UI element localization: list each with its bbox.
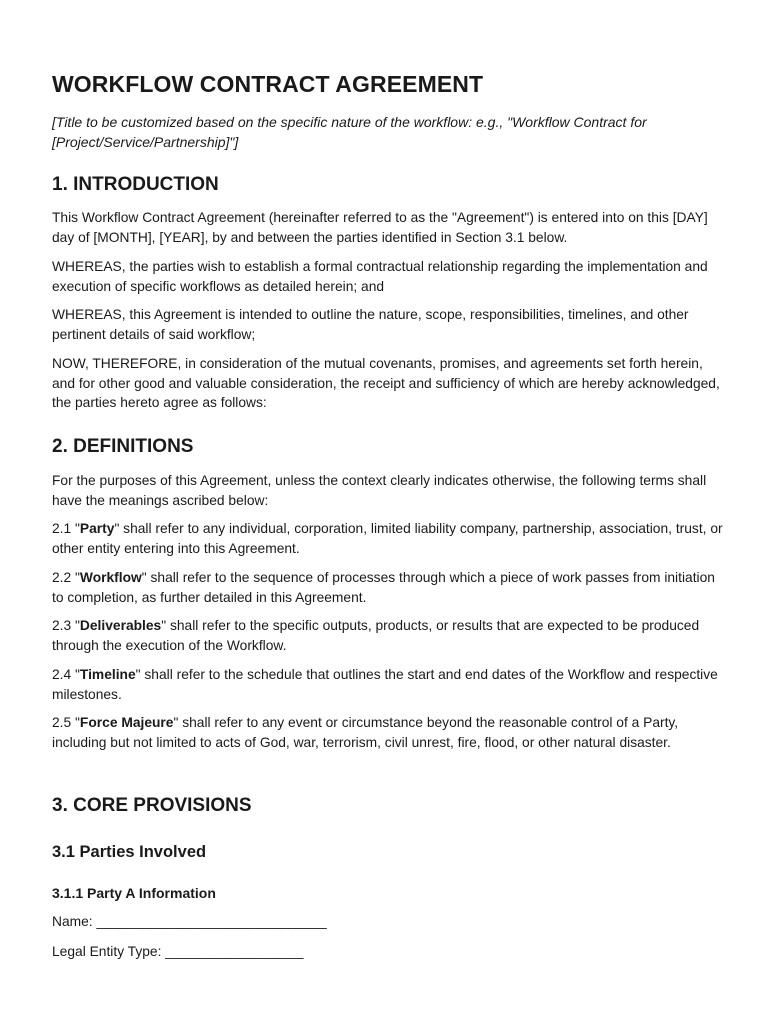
definition-item-party: 2.1 "Party" shall refer to any individual, corporation, limited liability company, partnership, association, trust, or other entity entering into this Agreement.	[52, 521, 723, 556]
definition-term: Force Majeure	[79, 715, 174, 730]
section-heading-introduction: 1. INTRODUCTION	[52, 174, 219, 195]
legal-entity-type-field: Legal Entity Type: __________________	[52, 944, 304, 959]
document-subtitle: [Title to be customized based on the specific nature of the workflow: e.g., "Workflow Contract for [Project/Service/Partnership]"]	[52, 114, 647, 150]
name-field: Name: ______________________________	[52, 914, 327, 929]
section-heading-definitions: 2. DEFINITIONS	[52, 436, 194, 457]
definitions-intro: For the purposes of this Agreement, unless the context clearly indicates otherwise, the following terms shall have the meanings ascribed below:	[52, 473, 707, 508]
section-heading-core-provisions: 3. CORE PROVISIONS	[52, 795, 252, 816]
definition-term: Timeline	[79, 667, 136, 682]
definition-item-deliverables: 2.3 "Deliverables" shall refer to the specific outputs, products, or results that are expected to be produced through the execution of the Workflow.	[52, 618, 700, 653]
intro-paragraph-4: NOW, THEREFORE, in consideration of the mutual covenants, promises, and agreements set forth herein, and for other good and valuable consideration, the receipt and sufficiency of which are hereby acknowledged, the parties hereto agree as follows:	[52, 356, 720, 410]
intro-paragraph-1: This Workflow Contract Agreement (hereinafter referred to as the "Agreement") is entered into on this [DAY] day of [MONTH], [YEAR], by and between the parties identified in Section 3.1 below.	[52, 210, 708, 245]
intro-paragraph-2: WHEREAS, the parties wish to establish a formal contractual relationship regarding the implementation and execution of specific workflows as detailed herein; and	[52, 259, 708, 294]
document-title: WORKFLOW CONTRACT AGREEMENT	[52, 71, 484, 97]
subsection-heading-parties: 3.1 Parties Involved	[52, 843, 207, 861]
intro-paragraph-3: WHEREAS, this Agreement is intended to outline the nature, scope, responsibilities, timelines, and other pertinent details of said workflow;	[52, 307, 689, 342]
subsection-heading-party-a: 3.1.1 Party A Information	[52, 885, 216, 901]
definition-item-workflow: 2.2 "Workflow" shall refer to the sequence of processes through which a piece of work passes from initiation to completion, as further detailed in this Agreement.	[52, 570, 715, 605]
definition-term: Party	[79, 521, 115, 536]
definition-term: Workflow	[79, 570, 142, 585]
definition-term: Deliverables	[79, 618, 162, 633]
definition-item-timeline: 2.4 "Timeline" shall refer to the schedule that outlines the start and end dates of the Workflow and respective milestones.	[52, 667, 718, 702]
definition-item-force-majeure: 2.5 "Force Majeure" shall refer to any event or circumstance beyond the reasonable control of a Party, including but not limited to acts of God, war, terrorism, civil unrest, fire, flood, or other natural disaster.	[52, 715, 679, 750]
